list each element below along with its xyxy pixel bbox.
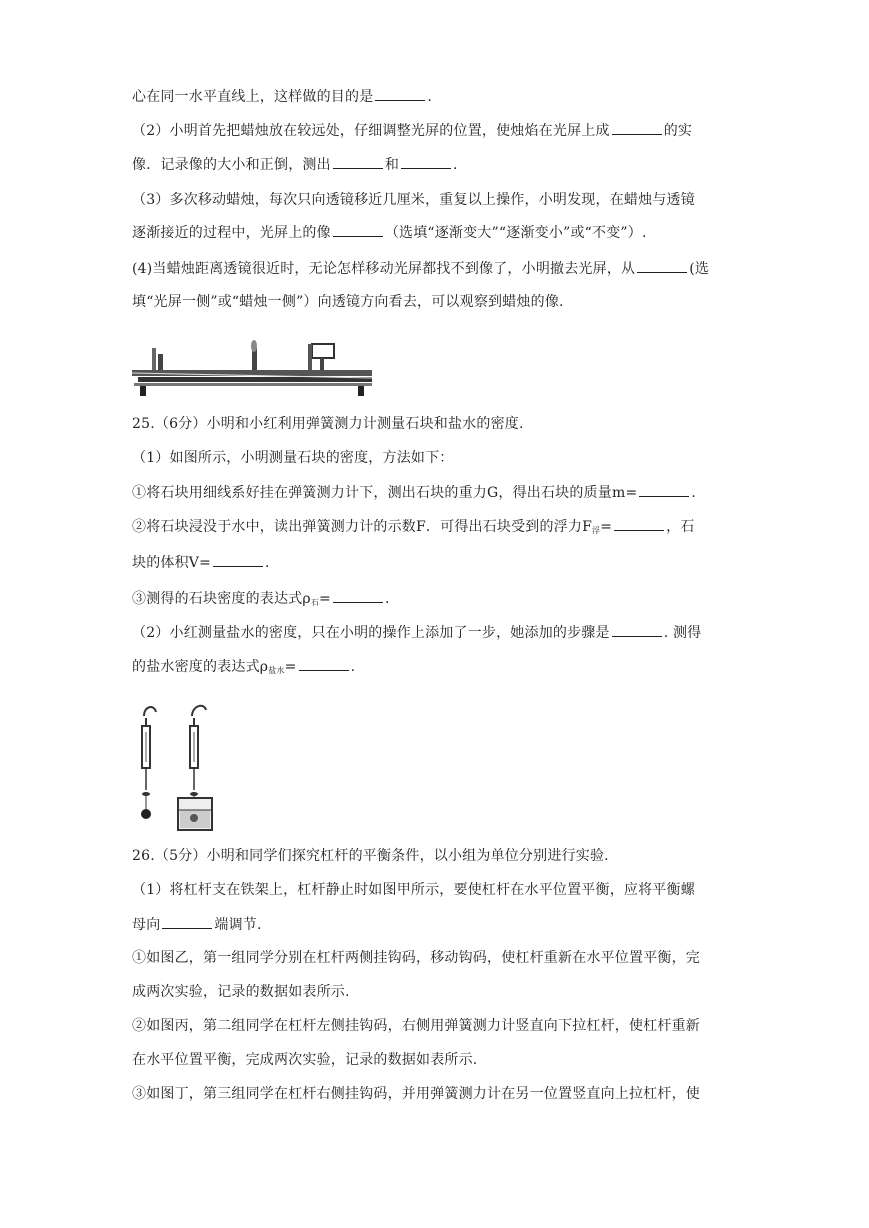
text-line: [132, 222, 739, 243]
text: 块的体积V=: [132, 555, 212, 571]
text: 和: [384, 157, 400, 173]
text-line: [132, 552, 739, 573]
text: (4)当蜡烛距离透镜很近时，无论怎样移动光屏都找不到像了，小明撤去光屏，从: [132, 261, 636, 277]
text-line: [132, 588, 739, 613]
answer-blank: [375, 86, 425, 101]
text: ，石: [666, 519, 695, 535]
subscript: 石: [310, 598, 320, 607]
text: ②将石块浸没于水中，读出弹簧测力计的示数F．可得出石块受到的浮力F: [132, 519, 593, 535]
text: . 测得: [663, 625, 702, 641]
text-line: [132, 86, 739, 107]
text-line: [132, 914, 739, 935]
text: 心在同一水平直线上，这样做的目的是: [132, 89, 374, 105]
text: .: [265, 555, 270, 571]
answer-blank: [333, 154, 383, 169]
text: .: [427, 89, 433, 105]
subscript: 浮: [592, 526, 601, 535]
text-line: （1）将杠杆支在铁架上，杠杆静止时如图甲所示，要使杠杆在水平位置平衡，应将平衡螺: [132, 882, 695, 898]
text-line: [132, 516, 739, 541]
text: 像．记录像的大小和正倒，测出: [132, 157, 331, 173]
text-line: [132, 482, 739, 503]
answer-blank: [612, 622, 662, 637]
text: =: [319, 591, 331, 607]
text: =: [600, 519, 613, 535]
answer-blank: [162, 914, 212, 929]
text: 逐渐接近的过程中，光屏上的像: [132, 225, 331, 241]
text-line: [132, 622, 739, 643]
answer-blank: [637, 258, 687, 273]
text: =: [284, 659, 297, 675]
text: 的盐水密度的表达式ρ: [132, 659, 269, 675]
text: 端调节.: [214, 917, 262, 933]
text-line: ③如图丁，第三组同学在杠杆右侧挂钩码，并用弹簧测力计在另一位置竖直向上拉杠杆，使: [132, 1086, 700, 1102]
answer-blank: [401, 154, 451, 169]
answer-blank: [299, 656, 349, 671]
text: ③测得的石块密度的表达式ρ: [132, 591, 311, 607]
text-line: 在水平位置平衡，完成两次实验，记录的数据如表所示.: [132, 1052, 478, 1068]
subscript: 盐水: [268, 666, 285, 675]
text: 母向: [132, 917, 161, 933]
text-line: 填“光屏一侧”或“蜡烛一侧”）向透镜方向看去，可以观察到蜡烛的像.: [132, 294, 564, 310]
text: .: [384, 591, 390, 607]
text: ①将石块用细线系好挂在弹簧测力计下，测出石块的重力G，得出石块的质量m=: [132, 485, 638, 501]
text-line: [132, 258, 739, 279]
question-26-title: 26.（5分）小明和同学们探究杠杆的平衡条件，以小组为单位分别进行实验.: [132, 848, 609, 864]
text-line: 成两次实验，记录的数据如表所示.: [132, 984, 350, 1000]
text: (选: [689, 261, 710, 277]
answer-blank: [333, 222, 383, 237]
answer-blank: [213, 552, 263, 567]
text-line: [132, 656, 739, 681]
text: （2）小红测量盐水的密度，只在小明的操作上添加了一步，她添加的步骤是: [132, 625, 610, 641]
text-line: ①如图乙，第一组同学分别在杠杆两侧挂钩码，移动钩码，使杠杆重新在水平位置平衡，完: [132, 950, 700, 966]
text-line: [132, 154, 739, 175]
question-25-title: 25.（6分）小明和小红利用弹簧测力计测量石块和盐水的密度.: [132, 416, 524, 432]
spring-scale-figure: [132, 698, 222, 834]
text: .: [691, 485, 697, 501]
text: （选填“逐渐变大”“逐渐变小”或“不变”）.: [384, 225, 647, 241]
text-line: （3）多次移动蜡烛，每次只向透镜移近几厘米，重复以上操作，小明发现，在蜡烛与透镜: [132, 192, 695, 208]
text: .: [350, 659, 356, 675]
text-line: ②如图丙，第二组同学在杠杆左侧挂钩码，右侧用弹簧测力计竖直向下拉杠杆，使杠杆重新: [132, 1018, 700, 1034]
text: （2）小明首先把蜡烛放在较远处，仔细调整光屏的位置，使烛焰在光屏上成: [132, 123, 610, 139]
text-line: [132, 120, 739, 141]
text: .: [453, 157, 458, 173]
text-line: （1）如图所示，小明测量石块的密度，方法如下：: [132, 450, 454, 466]
text: 的实: [663, 123, 693, 139]
answer-blank: [639, 482, 689, 497]
answer-blank: [614, 516, 664, 531]
answer-blank: [612, 120, 662, 135]
optical-bench-figure: [132, 336, 378, 400]
answer-blank: [333, 588, 383, 603]
